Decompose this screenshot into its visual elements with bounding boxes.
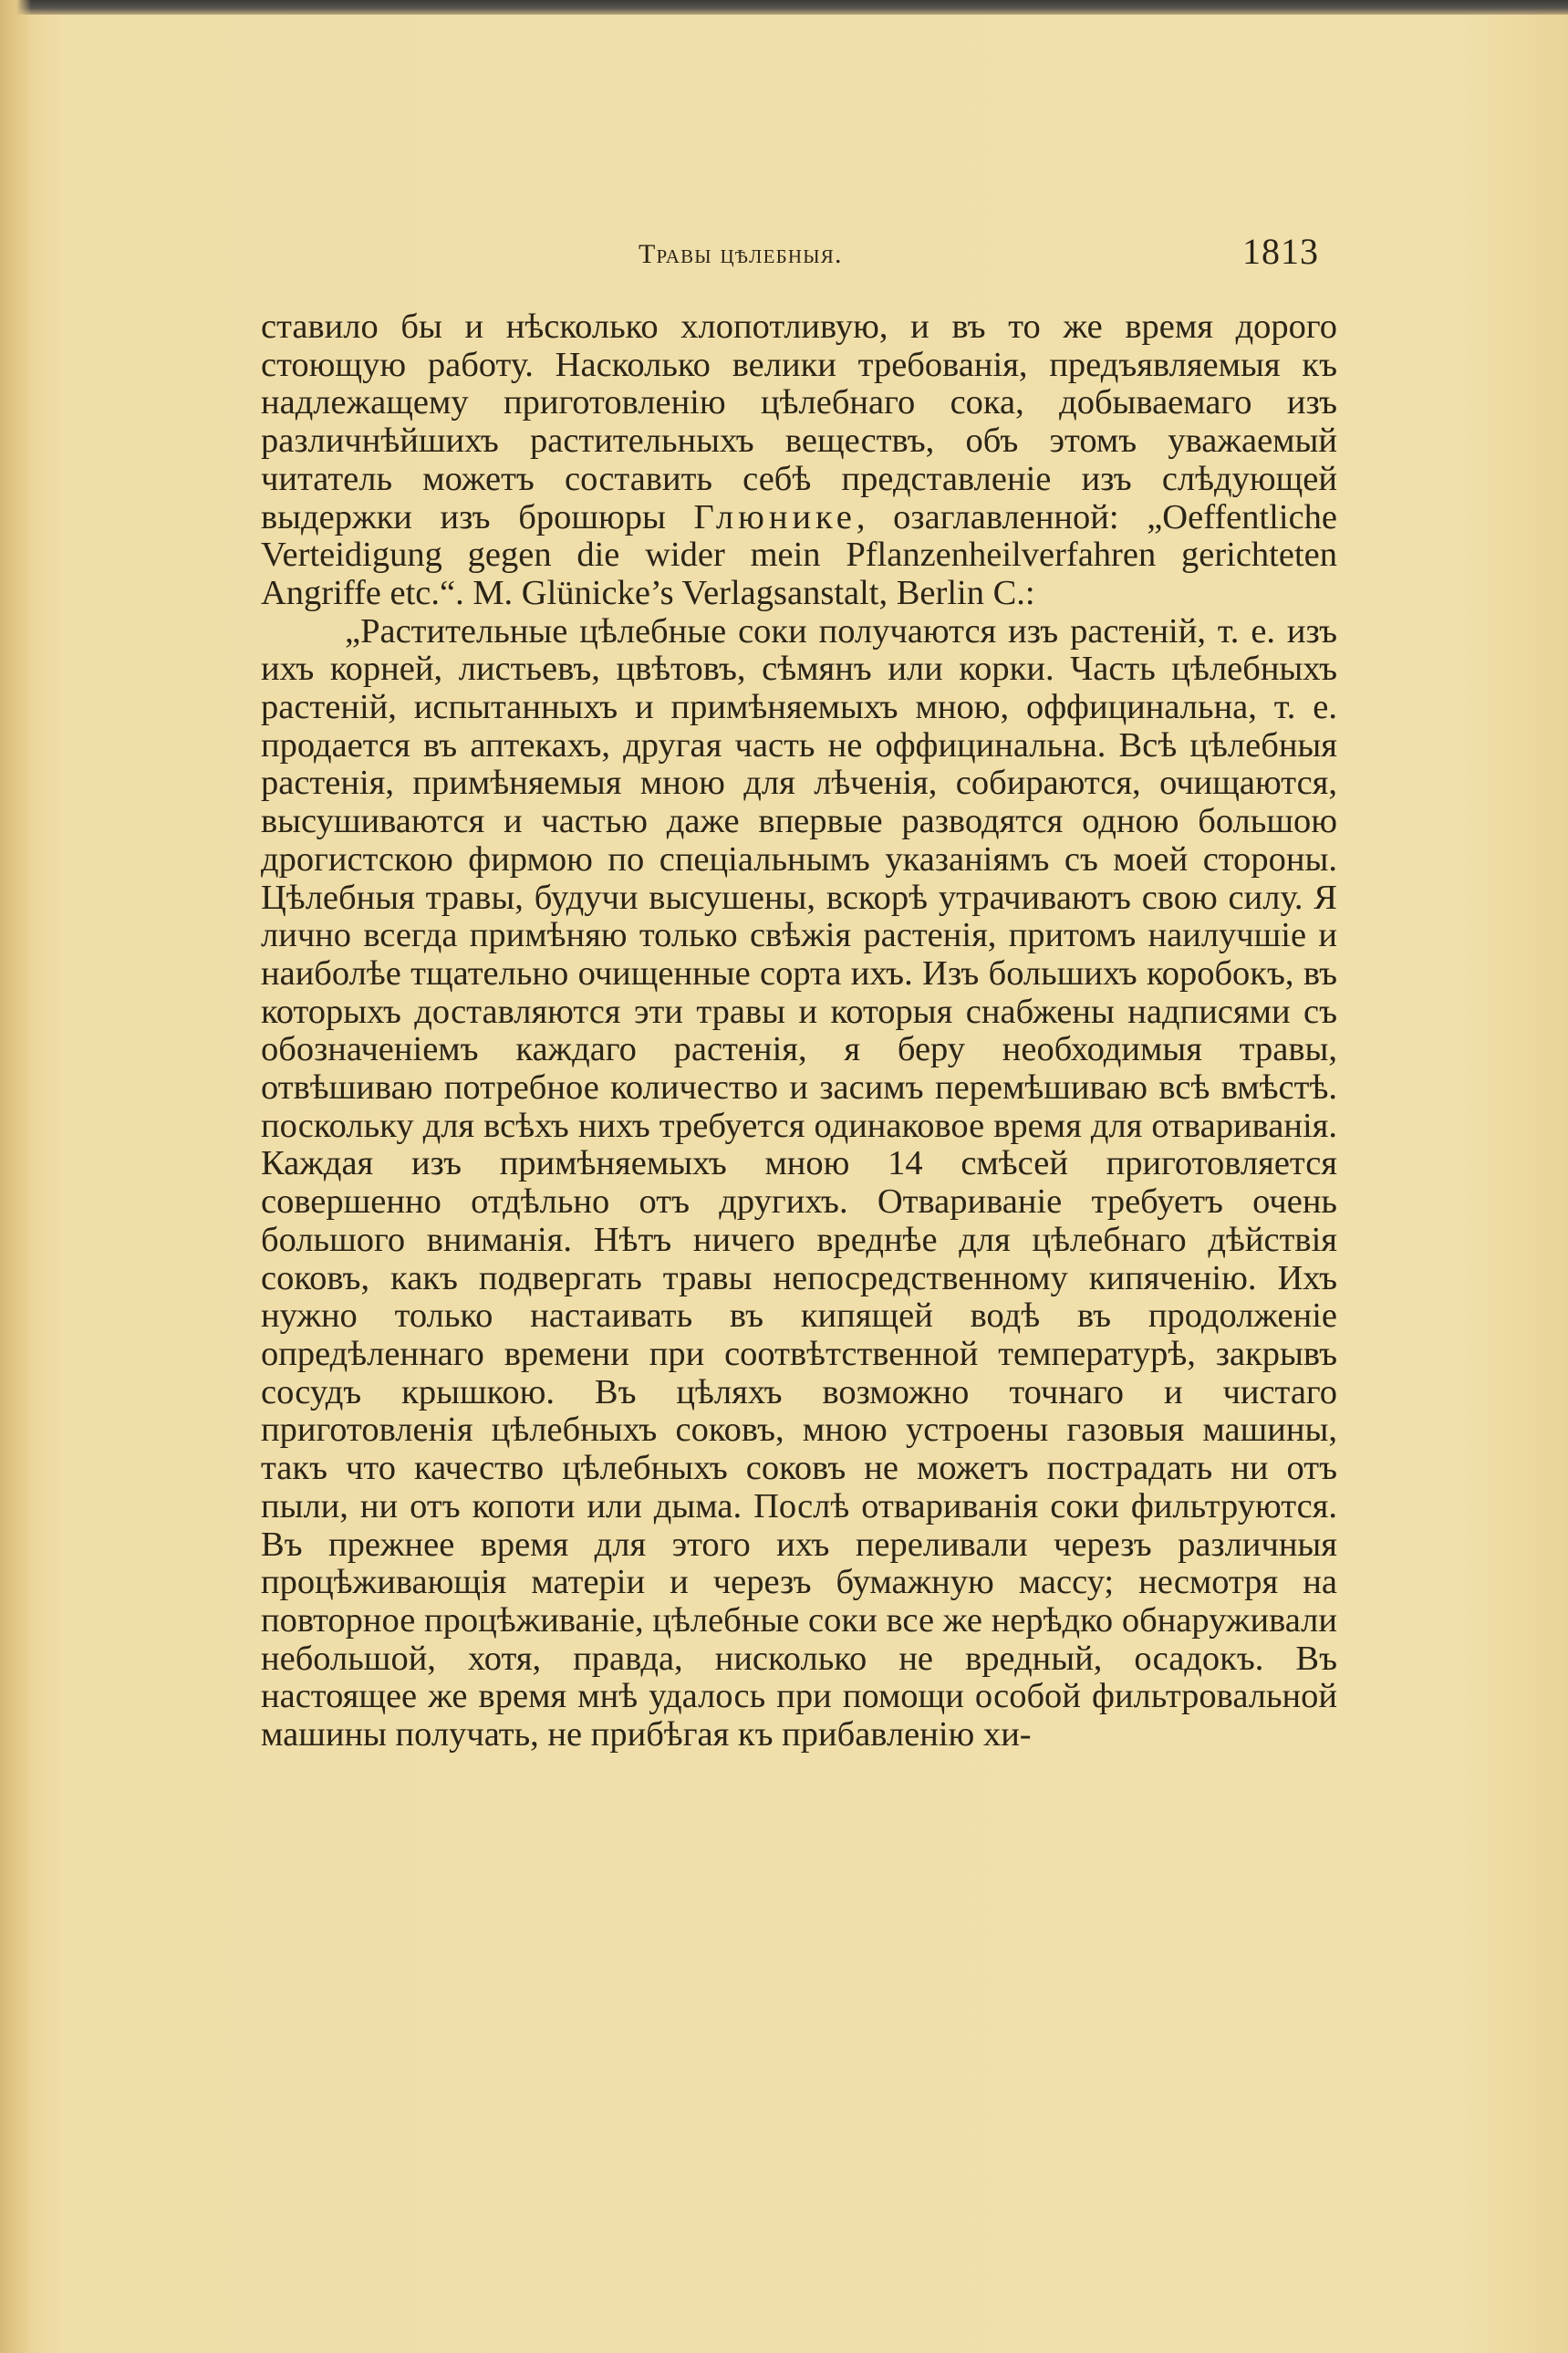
running-head-title: Травы цѣлебныя. — [639, 239, 843, 269]
running-head — [261, 228, 1337, 283]
paragraph-1-text-b: , озаглавленной: „Oeffentliche Verteidigung gegen die wider mein Pflanzenheilverfahren gerichteten Angriffe etc.“. M. Glünicke’s Verlagsanstalt, Berlin C.: — [261, 497, 1337, 612]
book-page — [261, 0, 1337, 2353]
page-binding-edge — [0, 0, 31, 2353]
paragraph-1 — [261, 308, 1337, 613]
body-text — [261, 308, 1337, 1754]
page-number: 1813 — [1242, 231, 1319, 272]
paragraph-2-quote: „Растительные цѣлебные соки получаются изъ растеній, т. е. изъ ихъ корней, листьевъ, цвѣтовъ, сѣмянъ или корки. Часть цѣлебныхъ растеній, испытанныхъ и примѣняемыхъ мною, оффицинальна, т. е. продается въ аптекахъ, другая часть не оффицинальна. Всѣ цѣлебныя растенія, примѣняемыя мною для лѣченія, собираются, очищаются, высушиваются и частью даже впервые разводятся одною большою дрогистскою фирмою по спеціальнымъ указаніямъ съ моей стороны. Цѣлебныя травы, будучи высушены, вскорѣ утрачиваютъ свою силу. Я лично всегда примѣняю только свѣжія растенія, притомъ наилучшіе и наиболѣе тщательно очищенные сорта ихъ. Изъ большихъ коробокъ, въ которыхъ доставляются эти травы и которыя снабжены надписями съ обозначеніемъ каждаго растенія, я беру необходимыя травы, отвѣшиваю потребное количество и засимъ перемѣшиваю всѣ вмѣстѣ. поскольку для всѣхъ нихъ требуется одинаковое время для отвариванія. Каждая изъ примѣняемыхъ мною 14 смѣсей приготовляется совершенно отдѣльно отъ другихъ. Отвариваніе требуетъ очень большого вниманія. Нѣтъ ничего вреднѣе для цѣлебнаго дѣйствія соковъ, какъ подвергать травы непосредственному кипяченію. Ихъ нужно только настаивать въ кипящей водѣ въ продолженіе опредѣленнаго времени при соотвѣтственной температурѣ, закрывъ сосудъ крышкою. Въ цѣляхъ возможно точнаго и чистаго приготовленія цѣлебныхъ соковъ, мною устроены газовыя машины, такъ что качество цѣлебныхъ соковъ не можетъ пострадать ни отъ пыли, ни отъ копоти или дыма. Послѣ отвариванія соки фильтруются. Въ прежнее время для этого ихъ переливали черезъ различныя процѣживающія матеріи и черезъ бумажную массу; несмотря на повторное процѣживаніе, цѣлебные соки все же нерѣдко обнаруживали небольшой, хотя, правда, нисколько не вредный, осадокъ. Въ настоящее же время мнѣ удалось при помощи особой фильтровальной машины получать, не прибѣгая къ прибавленію хи- — [261, 611, 1337, 1754]
paragraph-1-text-a: ставило бы и нѣсколько хлопотливую, и въ то же время дорого стоющую работу. Насколько велики требованія, предъявляемыя къ надлежащему приготовленію цѣлебнаго сока, добываемаго изъ различнѣйшихъ растительныхъ веществъ, объ этомъ уважаемый читатель можетъ составить себѣ представленіе изъ слѣдующей выдержки изъ брошюры — [261, 307, 1337, 536]
author-name: Глюнике — [693, 497, 857, 536]
